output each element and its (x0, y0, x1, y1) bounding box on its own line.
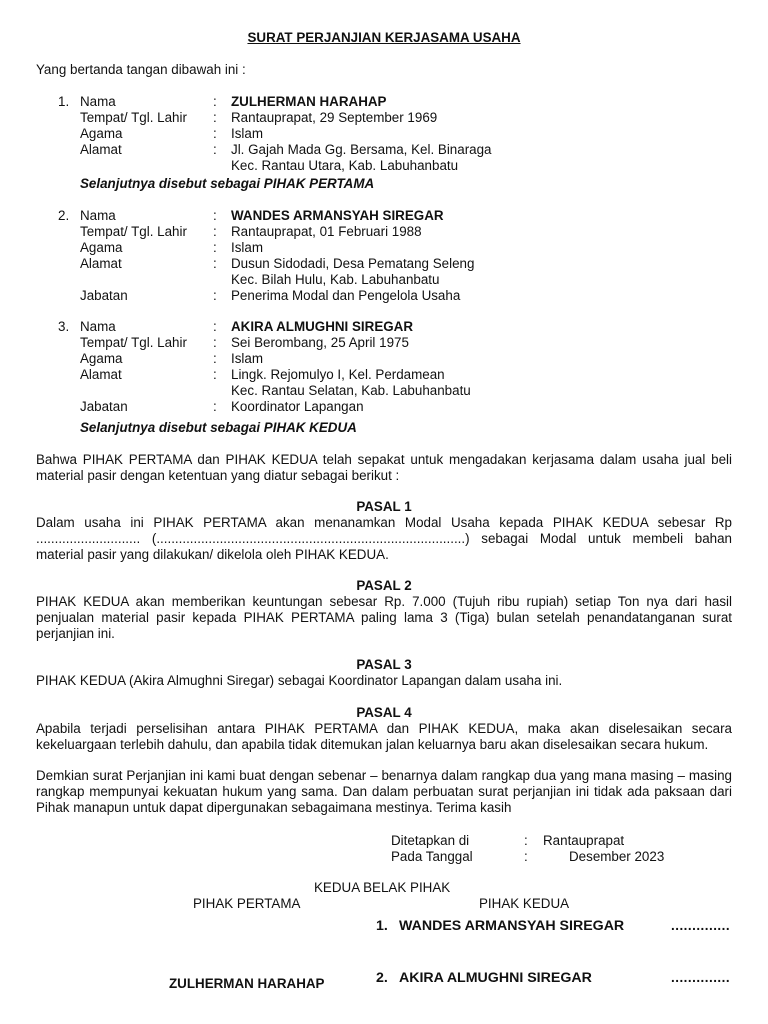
party-agama: Islam (231, 351, 263, 366)
label-jabatan: Jabatan (80, 288, 128, 303)
party-jabatan: Koordinator Lapangan (231, 399, 364, 414)
pihak-pertama-label: PIHAK PERTAMA (193, 896, 301, 911)
party-alamat-line2: Kec. Rantau Selatan, Kab. Labuhanbatu (231, 383, 471, 398)
signatory-number: 2. (376, 970, 388, 986)
signatures-heading: KEDUA BELAK PIHAK (314, 880, 451, 895)
ditetapkan-label: Ditetapkan di (391, 833, 470, 848)
party-number: 1. (58, 94, 70, 109)
pasal-3-heading: PASAL 3 (356, 657, 412, 672)
label-alamat: Alamat (80, 367, 122, 382)
label-ttl: Tempat/ Tgl. Lahir (80, 224, 187, 239)
colon: : (213, 319, 217, 334)
colon: : (213, 94, 217, 109)
signatory-name: WANDES ARMANSYAH SIREGAR (399, 918, 625, 934)
party-name: WANDES ARMANSYAH SIREGAR (231, 208, 444, 223)
pasal-2-heading: PASAL 2 (356, 578, 412, 593)
closing-text: Demkian surat Perjanjian ini kami buat dengan sebenar – benarnya dalam rangkap dua yang mana masing – masing rangkap mempunyai kekuatan hukum yang sama. Dan dalam perbuatan surat perjanjian ini tidak ada paksaan dari Pihak manapun untuk dapat dipergunakan sebagaimana mestinya. Terima kasih (36, 768, 732, 815)
tanggal-label: Pada Tanggal (391, 849, 473, 864)
signature-line: .............. (671, 970, 731, 985)
label-agama: Agama (80, 351, 123, 366)
colon: : (213, 142, 217, 157)
label-agama: Agama (80, 240, 123, 255)
party-number: 2. (58, 208, 70, 223)
label-ttl: Tempat/ Tgl. Lahir (80, 335, 187, 350)
party-ttl: Sei Berombang, 25 April 1975 (231, 335, 409, 350)
label-jabatan: Jabatan (80, 399, 128, 414)
colon: : (213, 208, 217, 223)
signatory-number: 1. (376, 918, 388, 934)
pasal-2-text: PIHAK KEDUA akan memberikan keuntungan sebesar Rp. 7.000 (Tujuh ribu rupiah) setiap Ton nya dari hasil penjualan material pasir kepada PIHAK PERTAMA paling lama 3 (Tiga) bulan setelah penandatanganan surat perjanjian ini. (36, 594, 732, 641)
party-alamat-line1: Lingk. Rejomulyo I, Kel. Perdamean (231, 367, 445, 382)
agreement-intro: Bahwa PIHAK PERTAMA dan PIHAK KEDUA telah sepakat untuk mengadakan kerjasama dalam usaha jual beli material pasir dengan ketentuan yang diatur sebagai berikut : (36, 452, 732, 483)
label-nama: Nama (80, 319, 116, 334)
colon: : (213, 256, 217, 271)
label-agama: Agama (80, 126, 123, 141)
signatory-name: AKIRA ALMUGHNI SIREGAR (399, 970, 592, 986)
colon: : (524, 833, 528, 848)
tanggal-value: Desember 2023 (569, 849, 665, 864)
party-agama: Islam (231, 126, 263, 141)
party-ttl: Rantauprapat, 29 September 1969 (231, 110, 438, 125)
party-alamat-line2: Kec. Bilah Hulu, Kab. Labuhanbatu (231, 272, 440, 287)
colon: : (213, 367, 217, 382)
party-ttl: Rantauprapat, 01 Februari 1988 (231, 224, 422, 239)
colon: : (213, 126, 217, 141)
colon: : (213, 110, 217, 125)
pihak-kedua-label: PIHAK KEDUA (479, 896, 570, 911)
pasal-1-heading: PASAL 1 (356, 499, 412, 514)
document-title: SURAT PERJANJIAN KERJASAMA USAHA (247, 30, 521, 45)
label-alamat: Alamat (80, 256, 122, 271)
party-agama: Islam (231, 240, 263, 255)
party-alamat-line1: Jl. Gajah Mada Gg. Bersama, Kel. Binaraga (231, 142, 492, 157)
colon: : (213, 224, 217, 239)
colon: : (213, 399, 217, 414)
colon: : (213, 351, 217, 366)
party-note: Selanjutnya disebut sebagai PIHAK KEDUA (80, 420, 357, 435)
party-jabatan: Penerima Modal dan Pengelola Usaha (231, 288, 461, 303)
label-nama: Nama (80, 208, 116, 223)
party-name: ZULHERMAN HARAHAP (231, 94, 387, 109)
colon: : (213, 335, 217, 350)
party-note: Selanjutnya disebut sebagai PIHAK PERTAMA (80, 176, 375, 191)
label-nama: Nama (80, 94, 116, 109)
colon: : (213, 240, 217, 255)
pihak-pertama-name: ZULHERMAN HARAHAP (169, 976, 325, 991)
pasal-4-heading: PASAL 4 (356, 705, 412, 720)
party-alamat-line1: Dusun Sidodadi, Desa Pematang Seleng (231, 256, 475, 271)
party-name: AKIRA ALMUGHNI SIREGAR (231, 319, 414, 334)
colon: : (524, 849, 528, 864)
signature-line: .............. (671, 918, 731, 933)
party-alamat-line2: Kec. Rantau Utara, Kab. Labuhanbatu (231, 158, 459, 173)
colon: : (213, 288, 217, 303)
label-alamat: Alamat (80, 142, 122, 157)
pasal-1-text: Dalam usaha ini PIHAK PERTAMA akan menanamkan Modal Usaha kepada PIHAK KEDUA sebesar Rp ............................ (...................................................................................) sebagai Modal untuk membeli bahan material pasir yang dilakukan/ dikelola oleh PIHAK KEDUA. (36, 515, 732, 562)
intro-text: Yang bertanda tangan dibawah ini : (36, 62, 246, 77)
ditetapkan-value: Rantauprapat (543, 833, 625, 848)
label-ttl: Tempat/ Tgl. Lahir (80, 110, 187, 125)
pasal-3-text: PIHAK KEDUA (Akira Almughni Siregar) sebagai Koordinator Lapangan dalam usaha ini. (36, 673, 563, 688)
pasal-4-text: Apabila terjadi perselisihan antara PIHAK PERTAMA dan PIHAK KEDUA, maka akan diselesaikan secara kekeluargaan terlebih dahulu, dan apabila tidak ditemukan jalan keluarnya baru akan diselesaikan secara hukum. (36, 721, 732, 752)
party-number: 3. (58, 319, 70, 334)
